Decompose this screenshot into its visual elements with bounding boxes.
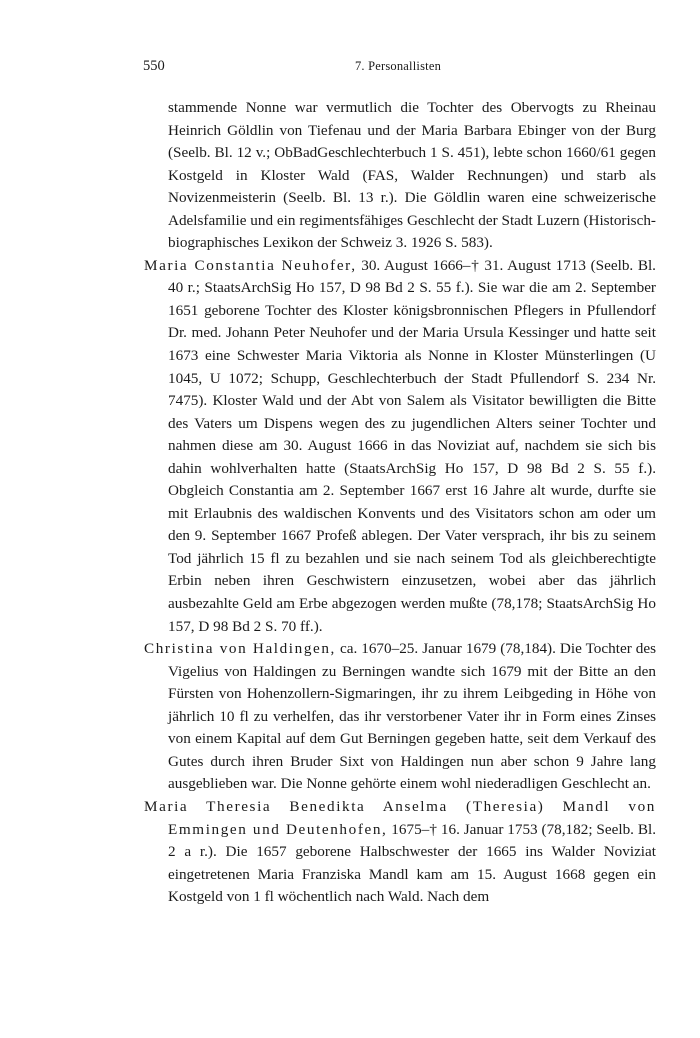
paragraph-continuation: [144, 97, 656, 255]
page-header: [143, 58, 653, 80]
entry-name: Christina von Haldingen,: [144, 640, 336, 658]
entry-text: 1675–† 16. Januar 1753 (78,182; Seelb. Bl. 2 a r.). Die 1657 geborene Halbschwester der 1665 ins Walder Noviziat eingetretenen Maria Franziska Mandl kam am 15. August 1668 gegen ein Kostgeld von 1 fl wöchentlich nach Wald. Nach dem: [168, 820, 656, 906]
entry-neuhofer: [144, 255, 656, 638]
entry-text: ca. 1670–25. Januar 1679 (78,184). Die Tochter des Vigelius von Haldingen zu Berningen wandte sich 1679 mit der Bitte an den Fürsten von Hohenzollern-Sigmaringen, ihr zu ihrem Leibgeding in Höhe von jährlich 10 fl zu verhelfen, das ihr verstorbener Vater ihr in Form eines Zinses von einem Kapital auf dem Gut Berningen gegeben hatte, seit dem Verkauf des Gutes durch ihren Bruder Sixt von Haldingen nun aber schon 9 Jahre lang ausgeblieben war. Die Nonne gehörte einem wohl niederadligen Geschlecht an.: [168, 640, 656, 793]
page-body: [144, 97, 656, 909]
entry-text: 30. August 1666–† 31. August 1713 (Seelb. Bl. 40 r.; StaatsArchSig Ho 157, D 98 Bd 2 S. 55 f.). Sie war die am 2. September 1651 geborene Tochter des Kloster königsbronnischen Pflegers in Pfullendorf Dr. med. Johann Peter Neuhofer und der Maria Ursula Kessinger und hatte seit 1673 eine Schwester Maria Viktoria als Nonne in Kloster Münsterlingen (U 1045, U 1072; Schupp, Geschlechterbuch der Stadt Pfullendorf S. 234 Nr. 7475). Kloster Wald und der Abt von Salem als Visitator bewilligten die Bitte des Vaters um Dispens wegen des zu jugendlichen Alters seiner Tochter und nahmen diese am 30. August 1666 in das Noviziat auf, nachdem sie sich bis dahin wohlverhalten hatte (StaatsArchSig Ho 157, D 98 Bd 2 S. 55 f.). Obgleich Constantia am 2. September 1667 erst 16 Jahre alt wurde, durfte sie mit Erlaubnis des waldischen Konvents und des Visitators schon am oder um den 9. September 1667 Profeß ablegen. Der Vater versprach, ihr bis zu seinem Tod jährlich 15 fl zu bezahlen und sie nach seinem Tod als gleichberechtigte Erbin neben ihren Geschwistern einzusetzen, wobei aber das jährlich ausbezahlte Geld am Erbe abgezogen werden mußte (78,178; StaatsArchSig Ho 157, D 98 Bd 2 S. 70 ff.).: [168, 256, 656, 635]
page-number: 550: [143, 58, 165, 74]
entry-name: Maria Constantia Neuhofer,: [144, 256, 357, 274]
entry-haldingen: [144, 638, 656, 796]
entry-mandl: [144, 796, 656, 909]
running-head: 7. Personallisten: [354, 59, 442, 73]
entry-name: Maria Theresia Benedikta Anselma (Theresia) Mandl von Emmingen und Deutenhofen,: [144, 797, 656, 838]
paragraph-text: stammende Nonne war vermutlich die Tochter des Obervogts zu Rheinau Heinrich Göldlin von Tiefenau und der Maria Barbara Ebinger von der Burg (Seelb. Bl. 12 v.; ObBadGeschlechterbuch 1 S. 451), lebte schon 1660/61 gegen Kostgeld in Kloster Wald (FAS, Walder Rechnungen) und starb als Novizenmeisterin (Seelb. Bl. 13 r.). Die Göldlin waren eine schweizerische Adelsfamilie und ein regimentsfähiges Geschlecht der Stadt Luzern (Historisch-biographisches Lexikon der Schweiz 3. 1926 S. 583).: [168, 99, 656, 252]
